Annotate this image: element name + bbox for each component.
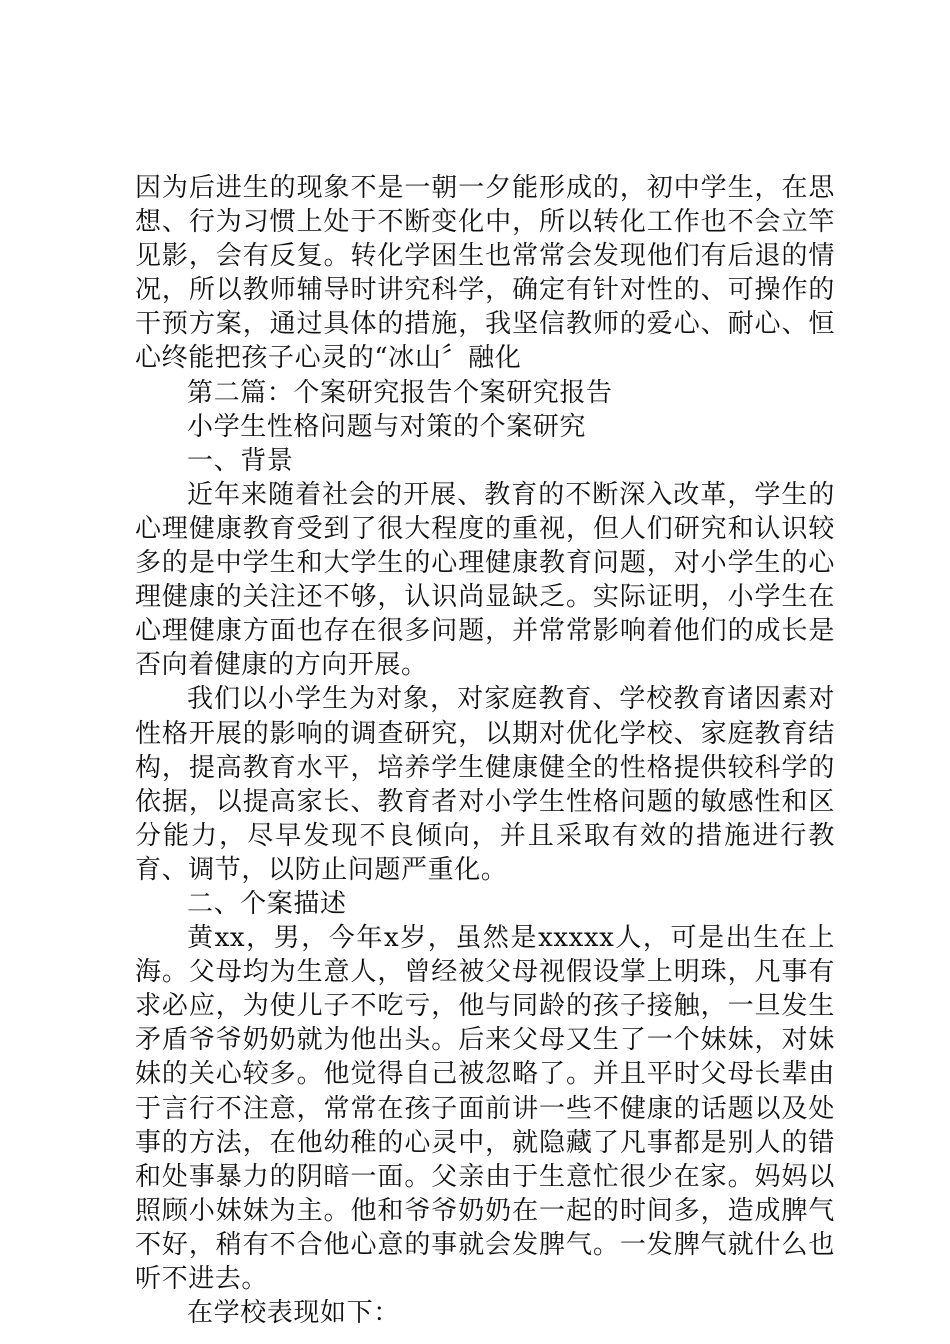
section-title: 第二篇：个案研究报告个案研究报告: [187, 377, 613, 408]
paragraph-case-description: 黄xx，男，今年x岁，虽然是xxxxx人，可是出生在上海。父母均为生意人，曾经被父母视假设掌上明珠，凡事有求必应，为使儿子不吃亏，他与同龄的孩子接触，一旦发生矛盾爷爷奶奶就为他出头。后来父母又生了一个妹妹，对妹妹的关心较多。他觉得自己被忽略了。并且平时父母长辈由于言行不注意，常常在孩子面前讲一些不健康的话题以及处事的方法，在他幼稚的心灵中，就隐藏了凡事都是别人的错和处事暴力的阴暗一面。父亲由于生意忙很少在家。妈妈以照顾小妹妹为主。他和爷爷奶奶在一起的时间多，造成脾气不好，稍有不合他心意的事就会发脾气。一发脾气就什么也听不进去。: [135, 923, 835, 1294]
paragraph-background-2: 我们以小学生为对象，对家庭教育、学校教育诸因素对性格开展的影响的调查研究，以期对优化学校、家庭教育结构，提高教育水平，培养学生健康健全的性格提供较科学的依据，以提高家长、教育者对小学生性格问题的敏感性和区分能力，尽早发现不良倾向，并且采取有效的措施进行教育、调节，以防止问题严重化。: [135, 684, 835, 885]
report-subtitle: 小学生性格问题与对策的个案研究: [187, 411, 587, 442]
paragraph-continuation: 因为后进生的现象不是一朝一夕能形成的，初中学生，在思想、行为习惯上处于不断变化中，所以转化工作也不会立竿见影，会有反复。转化学困生也常常会发现他们有后退的情况，所以教师辅导时讲究科学，确定有针对性的、可操作的干预方案，通过具体的措施，我坚信教师的爱心、耐心、恒心终能把孩子心灵的“冰山〞融化: [135, 173, 835, 374]
document-body: [135, 171, 835, 1330]
paragraph-background-1: 近年来随着社会的开展、教育的不断深入改革，学生的心理健康教育受到了很大程度的重视，但人们研究和认识较多的是中学生和大学生的心理健康教育问题，对小学生的心理健康的关注还不够，认识尚显缺乏。实际证明，小学生在心理健康方面也存在很多问题，并常常影响着他们的成长是否向着健康的方向开展。: [135, 479, 835, 681]
paragraph-school-performance: 在学校表现如下：: [187, 1298, 400, 1329]
heading-background: 一、背景: [187, 445, 294, 476]
heading-case-description: 二、个案描述: [187, 888, 347, 919]
